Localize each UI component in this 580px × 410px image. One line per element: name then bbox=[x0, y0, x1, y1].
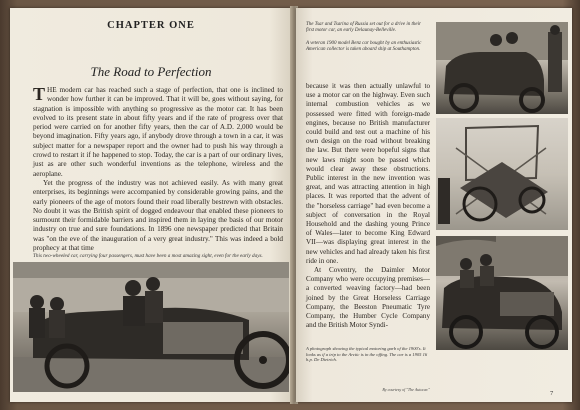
de-dietrich-car-photo bbox=[436, 236, 568, 350]
right-body-text bbox=[306, 82, 430, 330]
two-wheeled-car-photo bbox=[13, 262, 289, 392]
chapter-heading: CHAPTER ONE bbox=[107, 20, 195, 31]
paragraph-3: because it was then actually unlawful to use a motor car on the highway. Even such internal combustion vehicles as we possessed were fitted with foreign-made engines, because no British manufacturer could build and test out a machine of his own design on the road without breaking the law. But there were hopeful signs that new laws might soon be passed which would clear away these obstructions. Public interest in the new invention was great, and was attracting attention in high places. It was reported that the advent of the "horseless carriage" had even become a subject of conversation in the Royal Household and the dashing young Prince of Wales—later to become King Edward VII—was displaying great interest in the new vehicles and had already taken his first ride in one. bbox=[306, 82, 430, 265]
right-page bbox=[296, 8, 572, 402]
chapter-title: The Road to Perfection bbox=[90, 64, 212, 79]
left-page bbox=[10, 8, 292, 402]
paragraph-1-text: HE modern car has reached such a stage of perfection, that one is inclined to wonder how further it can be improved. That it will be, goes without saying, for stagnation is impossible with anything so progressive as the motor car. It has been evolved to its present state in about fifty years and if the rate of progress over that period were carried on for another fifty years, then the car of A.D. 2,000 would be beyond imagination. Fifty years ago, if anybody drove through a town in a car, it was subject matter for a newspaper report and the owner had to push his way through a crowd to restart it if he happened to stop. Today, the car is a part of our ordinary lives, just as are other such wonderful inventions as the telephone, wireless and the aeroplane. bbox=[33, 86, 283, 178]
tsar-car-photo bbox=[436, 22, 568, 114]
left-photo-caption: This two-wheeled car, carrying four passengers, must have been a most amazing sight, even for the early days. bbox=[33, 253, 263, 259]
drop-cap: T bbox=[33, 84, 46, 104]
photo-credit: By courtesy of "The Autocar." bbox=[382, 387, 430, 392]
benz-photo-caption: A veteran 1900 model Benz car bought by an enthusiastic American collector is taken aboard ship at Southampton. bbox=[306, 41, 422, 52]
tsar-photo-caption: The Tsar and Tsarina of Russia set out for a drive in their first motor car, an early Delaunay-Belleville. bbox=[306, 22, 421, 33]
benz-hoist-photo bbox=[436, 118, 568, 230]
left-body-text bbox=[33, 86, 283, 253]
paragraph-2: Yet the progress of the industry was not achieved easily. As with many great enterprises, its beginnings were accompanied by considerable growing pains, and the early pioneers of the age of motors found their road liberally bestrewn with obstacles. No doubt it was the British spirit of dogged endeavour that enabled these pioneers to surmount their formidable barriers and inspired them in laying the basis of our motor industry on true and sure foundations. In 1896 one newspaper predicted that Britain was "on the eve of the inauguration of a very great industry." This was indeed a bold prophecy at that time bbox=[33, 178, 283, 253]
paragraph-4: At Coventry, the Daimler Motor Company who were occupying premises—a converted weaving factory—had been joined by the Great Horseless Carriage Company, the Beeston Pneumatic Tyre Company, the Humber Cycle Company and the British Motor Syndi- bbox=[306, 266, 430, 330]
page-number: 7 bbox=[550, 390, 554, 397]
motoring-garb-caption: A photograph showing the typical motoring garb of the 1900's. It looks as if a trip to the Arctic is in the offing. The car is a 1905 16 h.p. De Dietrich. bbox=[306, 346, 428, 363]
paragraph-1 bbox=[33, 86, 283, 179]
